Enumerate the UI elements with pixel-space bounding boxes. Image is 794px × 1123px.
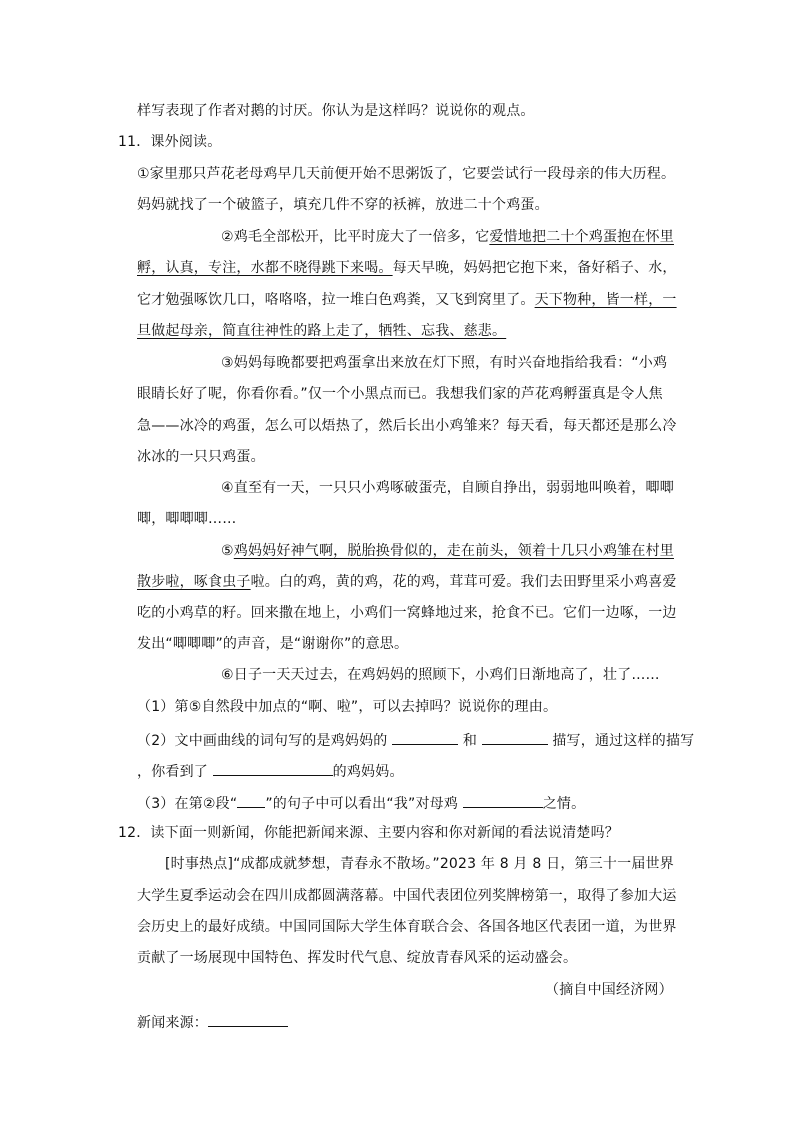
q12-news-line4: 贡献了一场展现中国特色、挥发时代气息、绽放青春风采的运动盛会。 [137, 950, 578, 966]
q11-sub2-text: 和 [462, 733, 478, 749]
q11-p2-underline: 孵，认真，专注，水都不晓得跳下来喝。 [137, 260, 393, 276]
q11-p5-line1 [221, 541, 674, 561]
q11-sub2-line2 [137, 760, 404, 782]
q11-p4-line1: ④直至有一天，一只只小鸡啄破蛋壳，自顾自挣出，弱弱地叫唤着，唧唧 [221, 480, 674, 496]
q11-p3-line4: 冰冰的一只只鸡蛋。 [137, 449, 265, 465]
q11-sub2-text: 的鸡妈妈。 [332, 764, 404, 780]
q11-sub2-text: ，你看到了 [137, 764, 208, 780]
answer-blank[interactable] [482, 729, 548, 745]
q12-source-row [137, 1011, 288, 1033]
q11-p5-underline: 鸡妈妈好神气啊，脱胎换骨似的，走在前头，领着十几只小鸡雏在村里 [233, 543, 674, 559]
q11-p5-text: ⑤ [221, 543, 234, 559]
q12-news-line2: 大学生夏季运动会在四川成都圆满落幕。中国代表团位列奖牌榜第一，取得了参加大运 [137, 888, 677, 904]
q11-p1-line2: 妈妈就找了一个破篮子，填充几件不穿的袄裤，放进二十个鸡蛋。 [137, 197, 549, 213]
q12-news-line3: 会历史上的最好成绩。中国同国际大学生体育联合会、各国各地区代表团一道，为世界 [137, 919, 677, 935]
q11-p2-line1 [221, 227, 674, 247]
q11-heading: 11．课外阅读。 [118, 134, 222, 150]
q11-sub2-text: 描写，通过这样的描写 [552, 733, 695, 749]
q11-p3-line3: 急——冰冷的鸡蛋，怎么可以焐热了，然后长出小鸡雏来？每天看，每天都还是那么冷 [137, 418, 677, 434]
q11-sub3-text: （3）在第②段“ [137, 796, 238, 812]
q11-p2-line2 [137, 258, 677, 278]
q11-p2-line3 [137, 290, 677, 310]
q11-p2-text: 每天早晚，妈妈把它抱下来，备好稻子、水， [392, 260, 677, 276]
q11-p2-line4: 旦做起母亲，简直往神性的路上走了，牺牲、忘我、慈悲。 [137, 323, 507, 339]
q11-p5-line4: 发出“唧唧唧”的声音，是“谢谢你”的意思。 [137, 636, 409, 652]
q11-p6: ⑥日子一天天过去，在鸡妈妈的照顾下，小鸡们日渐地高了，壮了…… [221, 667, 660, 683]
q11-p2-underline: 爱惜地把二十个鸡蛋抱在怀里 [489, 229, 674, 245]
q11-p4-line2: 唧，唧唧唧…… [137, 511, 237, 527]
q11-p2-text: ②鸡毛全部松开，比平时庞大了一倍多，它 [221, 229, 490, 245]
answer-blank[interactable] [392, 729, 458, 745]
q12-source-label: 新闻来源： [137, 1015, 208, 1031]
q11-sub2-line1 [137, 729, 694, 751]
q11-p5-line3: 吃的小鸡草的籽。回来撒在地上，小鸡们一窝蜂地过来，抢食不已。它们一边啄，一边 [137, 605, 677, 621]
q11-sub2-text: （2）文中画曲线的词句写的是鸡妈妈的 [137, 733, 388, 749]
q12-news-line1: [时事热点]“成都成就梦想，青春永不散场。”2023 年 8 月 8 日，第三十一届世界 [165, 856, 674, 872]
q11-p1-line1: ①家里那只芦花老母鸡早几天前便开始不思粥饭了，它要尝试行一段母亲的伟大历程。 [137, 166, 676, 182]
q11-p5-line2 [137, 572, 677, 592]
q12-heading: 12．读下面一则新闻，你能把新闻来源、主要内容和你对新闻的看法说清楚吗？ [118, 825, 620, 841]
q11-sub1: （1）第⑤自然段中加点的“啊、啦”，可以去掉吗？说说你的理由。 [137, 699, 558, 715]
q11-p3-line2: 眼睛长好了呢，你看你看。”仅一个小黑点而已。我想我们家的芦花鸡孵蛋真是令人焦 [137, 386, 663, 402]
q11-sub3 [137, 792, 585, 814]
q11-p5-underline: 散步啦，啄食虫子 [137, 574, 251, 590]
q11-sub3-text: 之情。 [542, 796, 586, 812]
q11-sub3-text: ”的句子中可以看出“我”对母鸡 [265, 796, 459, 812]
answer-blank[interactable] [463, 792, 543, 808]
answer-blank[interactable] [213, 760, 333, 776]
q11-p2-underline: 天下物种，皆一样，一 [534, 292, 677, 308]
q10-tail-text: 样写表现了作者对鹅的讨厌。你认为是这样吗？说说你的观点。 [137, 103, 535, 119]
answer-blank[interactable] [237, 792, 265, 808]
q11-p3-line1: ③妈妈每晚都要把鸡蛋拿出来放在灯下照，有时兴奋地指给我看：“小鸡 [221, 355, 668, 371]
q11-p5-text: 啦。白的鸡，黄的鸡，花的鸡，茸茸可爱。我们去田野里采小鸡喜爱 [250, 574, 677, 590]
q12-source-note: （摘自中国经济网） [545, 982, 673, 998]
q11-p2-text: 它才勉强啄饮几口，咯咯咯，拉一堆白色鸡粪，又飞到窝里了。 [137, 292, 535, 308]
news-source-blank[interactable] [208, 1011, 288, 1027]
